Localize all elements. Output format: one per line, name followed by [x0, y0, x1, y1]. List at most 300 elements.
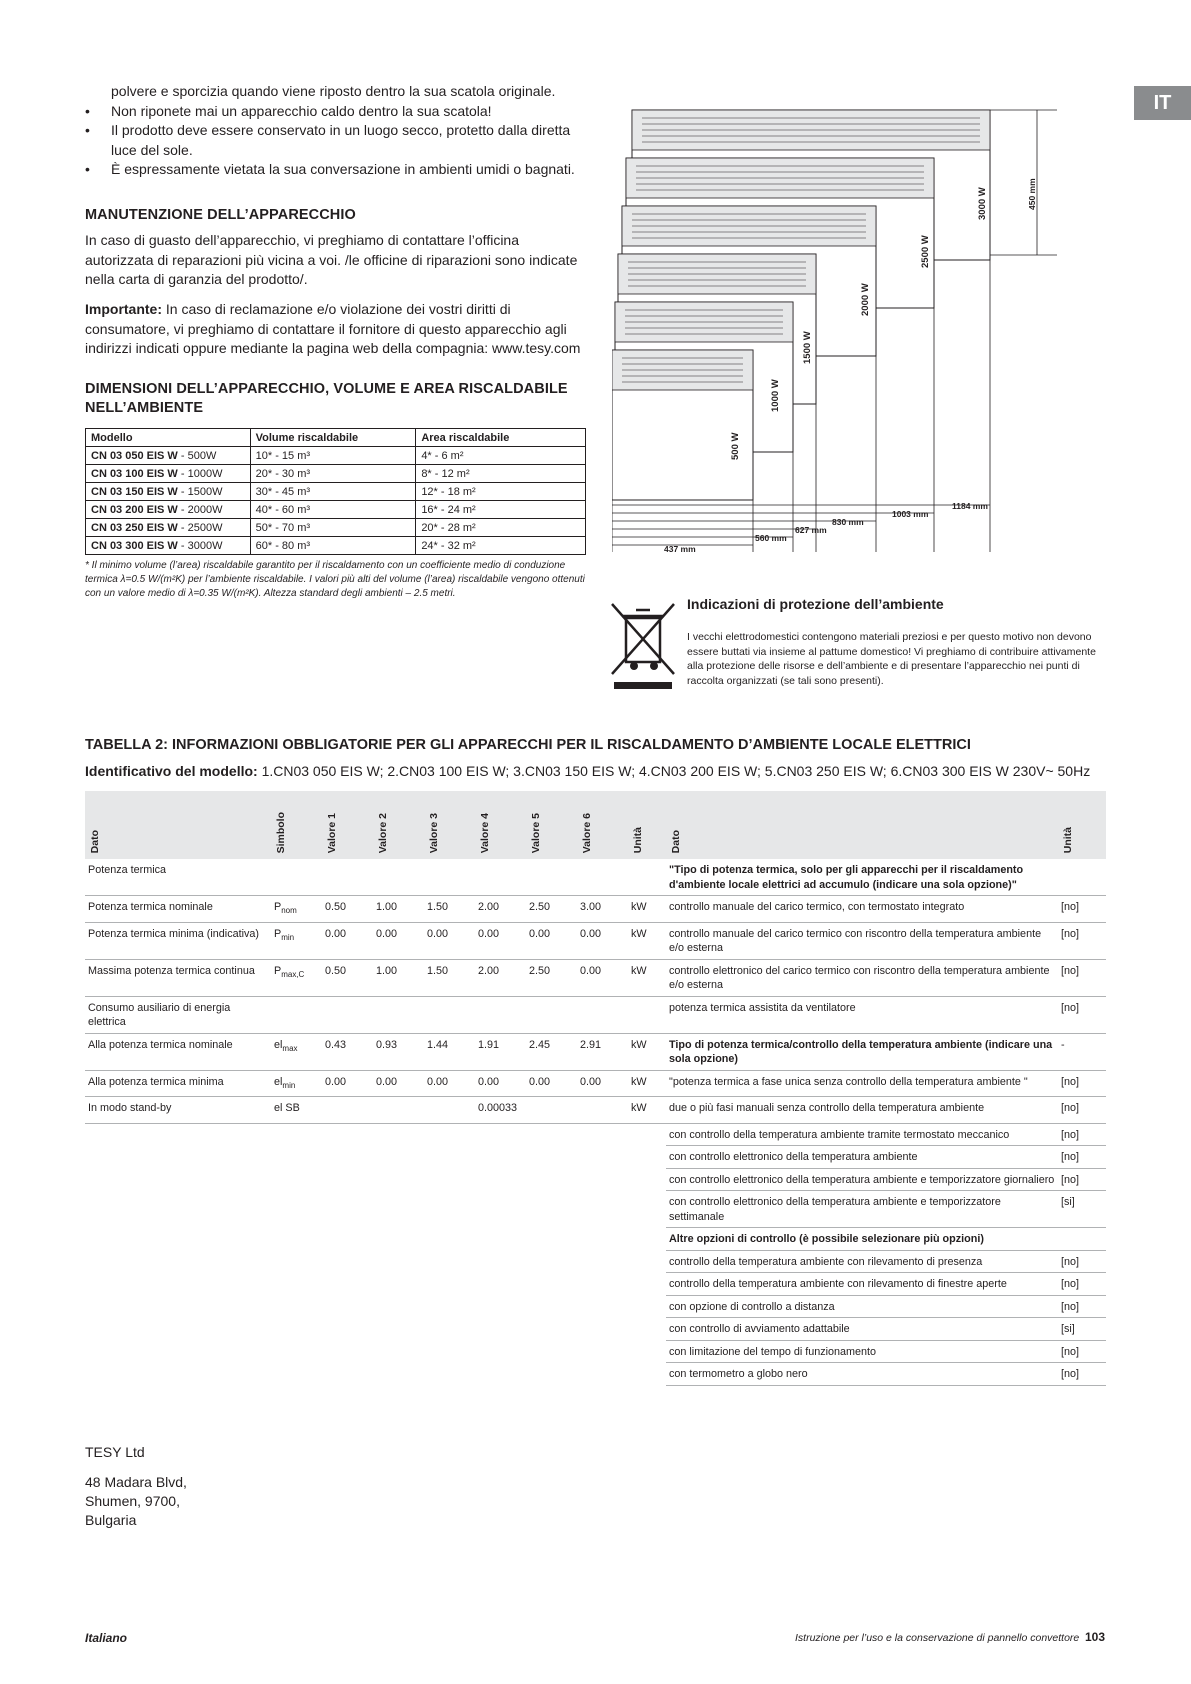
dimensions-diagram: [612, 100, 1072, 560]
right-unit-cell: [no]: [1058, 959, 1106, 996]
right-param-cell: controllo manuale del carico termico, con termostato integrato: [666, 896, 1058, 923]
symbol-cell: [271, 1097, 322, 1124]
value-cell: 2.00: [475, 896, 526, 923]
environment-text: I vecchi elettrodomestici contengono materiali preziosi e per questo motivo non devono essere buttati via insieme al pattume domestico! Vi preghiamo di contribuire attivamente alla protezione delle risorse e dell’ambiente e di presentare l’apparecchio nei punti di raccolta organizzati (se tali sono presenti).: [687, 631, 1096, 687]
table-row: [85, 1033, 1106, 1070]
value-cell: [373, 996, 424, 1033]
table2-header-label: Dato: [89, 829, 101, 853]
empty-cell: [577, 1168, 628, 1191]
model-power: - 1500W: [177, 485, 223, 498]
value-cell: [424, 859, 475, 896]
empty-cell: [373, 1250, 424, 1273]
table-row: [86, 447, 586, 465]
maintenance-paragraph: In caso di guasto dell’apparecchio, vi preghiamo di contattare l’officina autorizzata di reparazioni più vicina a voi. /le officine di riparazioni sono indicate nella carta di garanzia del prodotto/.: [85, 232, 578, 287]
right-unit-cell: [no]: [1058, 1168, 1106, 1191]
right-unit-cell: [no]: [1058, 1123, 1106, 1146]
unit-cell: [628, 996, 666, 1033]
symbol-sub: nom: [281, 906, 297, 916]
symbol-main: el: [274, 1038, 283, 1051]
empty-cell: [373, 1123, 424, 1146]
value-cell: [526, 859, 577, 896]
empty-cell: [424, 1146, 475, 1169]
table2-header-cell: [373, 791, 424, 859]
table2-header-label: Valore 2: [377, 812, 389, 853]
empty-cell: [526, 1340, 577, 1363]
empty-cell: [475, 1168, 526, 1191]
model-power: - 3000W: [177, 539, 223, 552]
area-cell: 4* - 6 m²: [416, 447, 586, 465]
empty-cell: [526, 1146, 577, 1169]
symbol-sub: max,C: [281, 969, 305, 979]
label-height: 450 mm: [1027, 178, 1037, 210]
empty-cell: [373, 1228, 424, 1251]
value-cell: [526, 996, 577, 1033]
right-param-cell: controllo elettronico del carico termico con riscontro della temperatura ambiente e/o esterna: [666, 959, 1058, 996]
footer-document-title: Istruzione per l’uso e la conservazione di pannello convettore: [795, 1632, 1080, 1644]
value-cell: [577, 859, 628, 896]
right-param-cell: Tipo di potenza termica/controllo della temperatura ambiente (indicare una sola opzione): [666, 1033, 1058, 1070]
empty-cell: [475, 1250, 526, 1273]
dimensions-heading: DIMENSIONI DELL’APPARECCHIO, VOLUME E AREA RISCALDABILE NELL’AMBIENTE: [85, 381, 568, 416]
empty-cell: [526, 1363, 577, 1386]
symbol-main: el SB: [274, 1102, 300, 1115]
right-param-cell: due o più fasi manuali senza controllo della temperatura ambiente: [666, 1097, 1058, 1124]
model-power: - 2000W: [177, 503, 223, 516]
value-cell: 1.50: [424, 896, 475, 923]
area-cell: 24* - 32 m²: [416, 537, 586, 555]
empty-cell: [271, 1273, 322, 1296]
table-row: [85, 1168, 1106, 1191]
value-cell: 0.00: [322, 1070, 373, 1097]
dimensions-footnote: * Il minimo volume (l’area) riscaldabile garantito per il riscaldamento con un coefficiente medio di conduzione termica λ=0.5 W/(m²K) per l’ambiente riscaldabile. I valori più alti del volume (l’area) riscaldabile vengono ottenuti con un valore medio di λ=0.35 W/(m²K). Altezza standard degli ambienti – 2.5 metri.: [85, 560, 585, 599]
unit-cell: [628, 859, 666, 896]
empty-cell: [475, 1228, 526, 1251]
symbol-cell: [271, 922, 322, 959]
table-row: [85, 1363, 1106, 1386]
model-power: - 1000W: [177, 467, 223, 480]
empty-cell: [424, 1250, 475, 1273]
empty-cell: [373, 1340, 424, 1363]
model-cell: [86, 465, 251, 483]
empty-cell: [373, 1363, 424, 1386]
empty-cell: [85, 1363, 271, 1386]
model-power: - 2500W: [177, 521, 223, 534]
table-row: [85, 1295, 1106, 1318]
unit-cell: kW: [628, 1097, 666, 1124]
empty-cell: [526, 1191, 577, 1228]
model-cell: [86, 519, 251, 537]
label-width-437: 437 mm: [664, 544, 696, 554]
value-cell: [577, 996, 628, 1033]
empty-cell: [475, 1273, 526, 1296]
empty-cell: [475, 1295, 526, 1318]
label-width-560: 560 mm: [755, 533, 787, 543]
table2-title: TABELLA 2: INFORMAZIONI OBBLIGATORIE PER GLI APPARECCHI PER IL RISCALDAMENTO D’AMBIENTE LOCALE ELETTRICI: [85, 737, 971, 753]
table-row: [85, 1340, 1106, 1363]
model-identifier-label: Identificativo del modello:: [85, 763, 258, 779]
unit-cell: kW: [628, 959, 666, 996]
table2: [85, 791, 1106, 1386]
label-width-830: 830 mm: [832, 517, 864, 527]
value-cell: 0.50: [322, 896, 373, 923]
right-param-cell: "potenza termica a fase unica senza controllo della temperatura ambiente ": [666, 1070, 1058, 1097]
table2-header-cell: [577, 791, 628, 859]
important-label: Importante:: [85, 301, 162, 317]
right-unit-cell: [no]: [1058, 1340, 1106, 1363]
table2-header-cell: [628, 791, 666, 859]
storage-line-continued: polvere e sporcizia quando viene riposto dentro la sua scatola originale.: [111, 83, 556, 99]
empty-cell: [577, 1146, 628, 1169]
empty-cell: [424, 1191, 475, 1228]
table-row: [85, 959, 1106, 996]
volume-cell: 60* - 80 m³: [250, 537, 416, 555]
value-cell: 0.00: [373, 922, 424, 959]
right-param-cell: con controllo della temperatura ambiente tramite termostato meccanico: [666, 1123, 1058, 1146]
table2-header-label: Valore 4: [479, 812, 491, 853]
value-cell: 2.50: [526, 959, 577, 996]
empty-cell: [628, 1273, 666, 1296]
value-cell: [526, 1097, 577, 1124]
environment-title: Indicazioni di protezione dell’ambiente: [687, 596, 944, 612]
table-row: [85, 1070, 1106, 1097]
company-name: TESY Ltd: [85, 1444, 145, 1460]
empty-cell: [271, 1228, 322, 1251]
empty-cell: [577, 1228, 628, 1251]
empty-cell: [373, 1168, 424, 1191]
storage-bullet-2: • Il prodotto deve essere conservato in un luogo secco, protetto dalla diretta luce del sole.: [85, 121, 585, 160]
empty-cell: [628, 1340, 666, 1363]
volume-cell: 10* - 15 m³: [250, 447, 416, 465]
model-cell: [86, 447, 251, 465]
model-name: CN 03 300 EIS W: [91, 539, 178, 552]
value-cell: [577, 1097, 628, 1124]
empty-cell: [85, 1340, 271, 1363]
model-cell: [86, 483, 251, 501]
table2-header-cell: [1058, 791, 1106, 859]
symbol-sub: max: [282, 1043, 298, 1053]
symbol-cell: [271, 996, 322, 1033]
empty-cell: [526, 1250, 577, 1273]
right-param-cell: con controllo elettronico della temperatura ambiente: [666, 1146, 1058, 1169]
empty-cell: [271, 1340, 322, 1363]
param-name-cell: Potenza termica nominale: [85, 896, 271, 923]
label-width-1003: 1003 mm: [892, 509, 929, 519]
value-cell: [373, 859, 424, 896]
right-unit-cell: [no]: [1058, 1250, 1106, 1273]
value-cell: 0.00: [373, 1070, 424, 1097]
unit-cell: kW: [628, 1070, 666, 1097]
right-unit-cell: [no]: [1058, 922, 1106, 959]
empty-cell: [475, 1340, 526, 1363]
area-cell: 12* - 18 m²: [416, 483, 586, 501]
footer-language: Italiano: [85, 1631, 128, 1645]
value-cell: 1.50: [424, 959, 475, 996]
model-name: CN 03 100 EIS W: [91, 467, 178, 480]
area-cell: 16* - 24 m²: [416, 501, 586, 519]
area-cell: 8* - 12 m²: [416, 465, 586, 483]
right-unit-cell: [no]: [1058, 896, 1106, 923]
unit-cell: kW: [628, 1033, 666, 1070]
empty-cell: [271, 1295, 322, 1318]
empty-cell: [628, 1318, 666, 1341]
empty-cell: [373, 1318, 424, 1341]
empty-cell: [577, 1318, 628, 1341]
empty-cell: [424, 1295, 475, 1318]
right-param-cell: con opzione di controllo a distanza: [666, 1295, 1058, 1318]
value-cell: 0.43: [322, 1033, 373, 1070]
table-row: [86, 465, 586, 483]
empty-cell: [577, 1363, 628, 1386]
col-header-area: Area riscaldabile: [416, 429, 586, 447]
value-cell: 2.91: [577, 1033, 628, 1070]
table-row: [85, 859, 1106, 896]
table-row: [85, 1250, 1106, 1273]
address-street: 48 Madara Blvd,: [85, 1474, 187, 1490]
table2-header-cell: [322, 791, 373, 859]
param-name-cell: Massima potenza termica continua: [85, 959, 271, 996]
empty-cell: [424, 1123, 475, 1146]
model-name: CN 03 250 EIS W: [91, 521, 178, 534]
symbol-main: el: [274, 1075, 283, 1088]
volume-cell: 30* - 45 m³: [250, 483, 416, 501]
dimensions-table: [85, 428, 586, 555]
right-param-cell: controllo manuale del carico termico con riscontro della temperatura ambiente e/o esterna: [666, 922, 1058, 959]
right-unit-cell: -: [1058, 1033, 1106, 1070]
right-param-cell: "Tipo di potenza termica, solo per gli apparecchi per il riscaldamento d'ambiente locale elettrici ad accumulo (indicare una sola opzione)": [666, 859, 1058, 896]
empty-cell: [628, 1146, 666, 1169]
address-country: Bulgaria: [85, 1512, 137, 1528]
table2-header-label: Unità: [1062, 826, 1074, 853]
empty-cell: [577, 1191, 628, 1228]
empty-cell: [85, 1146, 271, 1169]
right-param-cell: Altre opzioni di controllo (è possibile selezionare più opzioni): [666, 1228, 1058, 1251]
label-width-1184: 1184 mm: [952, 501, 988, 511]
value-cell: 0.00: [577, 959, 628, 996]
empty-cell: [85, 1273, 271, 1296]
col-header-volume: Volume riscaldabile: [250, 429, 416, 447]
empty-cell: [85, 1295, 271, 1318]
value-cell: 0.00: [577, 922, 628, 959]
empty-cell: [322, 1228, 373, 1251]
important-paragraph: [85, 300, 590, 359]
empty-cell: [424, 1363, 475, 1386]
volume-cell: 40* - 60 m³: [250, 501, 416, 519]
param-name-cell: Potenza termica minima (indicativa): [85, 922, 271, 959]
table2-header-cell: [475, 791, 526, 859]
model-identifier: [85, 763, 1090, 779]
empty-cell: [526, 1318, 577, 1341]
empty-cell: [628, 1363, 666, 1386]
empty-cell: [271, 1250, 322, 1273]
value-cell: 1.00: [373, 896, 424, 923]
table-row: [85, 896, 1106, 923]
empty-cell: [271, 1123, 322, 1146]
empty-cell: [373, 1295, 424, 1318]
storage-bullet-3: • È espressamente vietata la sua conversazione in ambienti umidi o bagnati.: [85, 160, 585, 180]
empty-cell: [322, 1340, 373, 1363]
empty-cell: [475, 1191, 526, 1228]
right-param-cell: con limitazione del tempo di funzionamento: [666, 1340, 1058, 1363]
symbol-main: P: [274, 901, 282, 913]
table-row: [85, 1191, 1106, 1228]
empty-cell: [526, 1228, 577, 1251]
table2-header-label: Valore 5: [530, 812, 542, 853]
table2-header-label: Valore 1: [326, 812, 338, 853]
empty-cell: [85, 1123, 271, 1146]
empty-cell: [424, 1273, 475, 1296]
empty-cell: [85, 1168, 271, 1191]
empty-cell: [475, 1318, 526, 1341]
empty-cell: [475, 1146, 526, 1169]
right-unit-cell: [no]: [1058, 996, 1106, 1033]
symbol-cell: [271, 859, 322, 896]
value-cell: 0.00: [577, 1070, 628, 1097]
right-param-cell: controllo della temperatura ambiente con rilevamento di presenza: [666, 1250, 1058, 1273]
right-unit-cell: [no]: [1058, 1097, 1106, 1124]
value-cell: 1.44: [424, 1033, 475, 1070]
table2-header-label: Unità: [632, 826, 644, 853]
value-cell: [475, 859, 526, 896]
empty-cell: [526, 1295, 577, 1318]
maintenance-heading: MANUTENZIONE DELL’APPARECCHIO: [85, 207, 356, 223]
right-unit-cell: [no]: [1058, 1363, 1106, 1386]
right-unit-cell: [no]: [1058, 1146, 1106, 1169]
value-cell: 0.00: [475, 922, 526, 959]
convector-sizes-drawing: [612, 100, 1072, 560]
empty-cell: [322, 1363, 373, 1386]
col-header-model: Modello: [86, 429, 251, 447]
param-name-cell: Potenza termica: [85, 859, 271, 896]
unit-cell: kW: [628, 896, 666, 923]
value-cell: [322, 1097, 373, 1124]
empty-cell: [373, 1191, 424, 1228]
label-2000w: 2000 W: [860, 283, 871, 316]
storage-bullets: [85, 82, 585, 180]
value-cell: 0.50: [322, 959, 373, 996]
table2-header-cell: [85, 791, 271, 859]
empty-cell: [271, 1318, 322, 1341]
right-unit-cell: [1058, 1228, 1106, 1251]
right-param-cell: controllo della temperatura ambiente con rilevamento di finestre aperte: [666, 1273, 1058, 1296]
model-name: CN 03 050 EIS W: [91, 449, 178, 462]
value-cell: 0.00033: [475, 1097, 526, 1124]
model-cell: [86, 537, 251, 555]
weee-bin-icon: [608, 598, 678, 690]
storage-bullet-1: • Non riponete mai un apparecchio caldo dentro la sua scatola!: [85, 102, 585, 122]
value-cell: 0.93: [373, 1033, 424, 1070]
right-unit-cell: [si]: [1058, 1318, 1106, 1341]
table2-header-label: Valore 6: [581, 812, 593, 853]
right-param-cell: potenza termica assistita da ventilatore: [666, 996, 1058, 1033]
empty-cell: [424, 1340, 475, 1363]
empty-cell: [628, 1250, 666, 1273]
value-cell: [322, 996, 373, 1033]
empty-cell: [271, 1168, 322, 1191]
empty-cell: [577, 1273, 628, 1296]
empty-cell: [526, 1123, 577, 1146]
param-name-cell: Consumo ausiliario di energia elettrica: [85, 996, 271, 1033]
table2-header-row: [85, 791, 1106, 859]
value-cell: 0.00: [424, 1070, 475, 1097]
area-cell: 20* - 28 m²: [416, 519, 586, 537]
table-row: [85, 996, 1106, 1033]
table2-header-label: Valore 3: [428, 812, 440, 853]
label-1000w: 1000 W: [770, 379, 781, 412]
value-cell: [475, 996, 526, 1033]
right-param-cell: con termometro a globo nero: [666, 1363, 1058, 1386]
model-name: CN 03 200 EIS W: [91, 503, 178, 516]
value-cell: [424, 996, 475, 1033]
symbol-cell: [271, 1070, 322, 1097]
table2-header-cell: [526, 791, 577, 859]
empty-cell: [628, 1123, 666, 1146]
value-cell: [424, 1097, 475, 1124]
table-row: [85, 1273, 1106, 1296]
language-tab: IT: [1134, 86, 1191, 120]
symbol-cell: [271, 896, 322, 923]
empty-cell: [628, 1295, 666, 1318]
table2-header-cell: [424, 791, 475, 859]
empty-cell: [424, 1318, 475, 1341]
empty-cell: [526, 1168, 577, 1191]
empty-cell: [322, 1123, 373, 1146]
table2-header-label: Dato: [670, 829, 682, 853]
empty-cell: [577, 1295, 628, 1318]
symbol-sub: min: [281, 932, 295, 942]
volume-cell: 20* - 30 m³: [250, 465, 416, 483]
symbol-main: P: [274, 964, 282, 977]
value-cell: 2.45: [526, 1033, 577, 1070]
symbol-main: P: [274, 927, 282, 940]
table-row: [86, 483, 586, 501]
empty-cell: [322, 1273, 373, 1296]
param-name-cell: In modo stand-by: [85, 1097, 271, 1124]
unit-cell: kW: [628, 922, 666, 959]
table-row: [86, 537, 586, 555]
empty-cell: [85, 1318, 271, 1341]
right-unit-cell: [no]: [1058, 1070, 1106, 1097]
empty-cell: [628, 1191, 666, 1228]
symbol-cell: [271, 1033, 322, 1070]
table-row: [86, 519, 586, 537]
right-unit-cell: [si]: [1058, 1191, 1106, 1228]
symbol-cell: [271, 959, 322, 996]
model-cell: [86, 501, 251, 519]
table-row: [86, 501, 586, 519]
table2-header-cell: [666, 791, 1058, 859]
empty-cell: [373, 1146, 424, 1169]
empty-cell: [424, 1168, 475, 1191]
label-2500w: 2500 W: [920, 235, 931, 268]
table-row: [85, 1123, 1106, 1146]
empty-cell: [475, 1123, 526, 1146]
model-name: CN 03 150 EIS W: [91, 485, 178, 498]
table-row: [85, 1146, 1106, 1169]
param-name-cell: Alla potenza termica minima: [85, 1070, 271, 1097]
right-unit-cell: [1058, 859, 1106, 896]
value-cell: 0.00: [424, 922, 475, 959]
empty-cell: [85, 1250, 271, 1273]
value-cell: [322, 859, 373, 896]
empty-cell: [577, 1340, 628, 1363]
empty-cell: [322, 1146, 373, 1169]
empty-cell: [577, 1250, 628, 1273]
value-cell: 1.91: [475, 1033, 526, 1070]
value-cell: 0.00: [526, 1070, 577, 1097]
value-cell: 0.00: [526, 922, 577, 959]
right-param-cell: con controllo elettronico della temperatura ambiente e temporizzatore giornaliero: [666, 1168, 1058, 1191]
right-param-cell: con controllo elettronico della temperatura ambiente e temporizzatore settimanale: [666, 1191, 1058, 1228]
